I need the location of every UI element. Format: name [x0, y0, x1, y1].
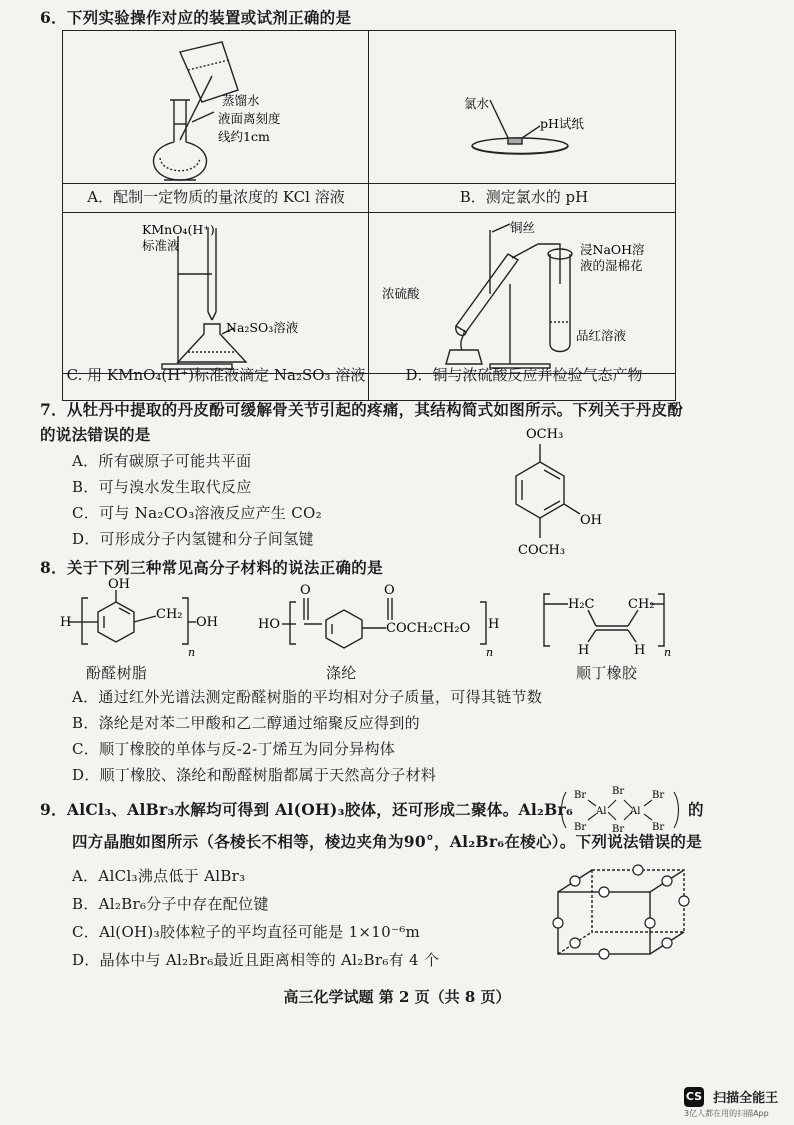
- rubber-n: n: [664, 646, 672, 659]
- q9-stem: 9．AlCl₃、AlBr₃水解均可得到 Al(OH)₃胶体，还可形成二聚体。Al₂Br₆: [40, 800, 574, 819]
- paeonol-structure: [500, 420, 660, 570]
- phenol-oh-label: OH: [108, 577, 130, 592]
- dimer-br-1: Br: [574, 790, 587, 801]
- pet-h-label: H: [488, 617, 500, 632]
- q9-option-c: C．Al(OH)₃胶体粒子的平均直径可能是 1×10⁻⁶m: [72, 923, 421, 941]
- q7-option-b: B．可与溴水发生取代反应: [72, 478, 252, 496]
- scanner-tagline: 3亿人都在用的扫描App: [684, 1109, 769, 1118]
- tetragonal-unit-cell: [548, 862, 698, 962]
- paeonol-coch3: COCH₃: [518, 543, 566, 558]
- label-naoh-cotton: 浸NaOH溶: [580, 242, 645, 257]
- phenol-oh-end: OH: [196, 615, 218, 630]
- q9-stem-tail: 的: [688, 800, 704, 819]
- dimer-br-6: Br: [652, 822, 665, 833]
- q8-name-rubber: 顺丁橡胶: [576, 664, 638, 682]
- dimer-br-5: Br: [652, 790, 665, 801]
- label-kmno4: KMnO₄(H⁺): [142, 222, 215, 237]
- label-na2so3: Na₂SO₃溶液: [226, 320, 299, 335]
- label-copper-wire: 铜丝: [510, 220, 536, 235]
- q8-option-b: B．涤纶是对苯二甲酸和乙二醇通过缩聚反应得到的: [72, 714, 420, 732]
- pet-ho-label: HO: [258, 617, 280, 632]
- dimer-br-3: Br: [612, 786, 625, 797]
- q6-stem: 6．下列实验操作对应的装置或试剂正确的是: [40, 8, 352, 27]
- q8-stem: 8．关于下列三种常见高分子材料的说法正确的是: [40, 558, 383, 577]
- phenol-h-label: H: [60, 615, 72, 630]
- paeonol-oh: OH: [580, 513, 602, 528]
- q7-option-c: C．可与 Na₂CO₃溶液反应产生 CO₂: [72, 504, 322, 522]
- q9-option-d: D．晶体中与 Al₂Br₆最近且距离相等的 Al₂Br₆有 4 个: [72, 951, 440, 969]
- q9-option-a: A．AlCl₃沸点低于 AlBr₃: [72, 867, 246, 885]
- q9-option-b: B．Al₂Br₆分子中存在配位键: [72, 895, 269, 913]
- q8-option-a: A．通过红外光谱法测定酚醛树脂的平均相对分子质量，可得其链节数: [72, 688, 543, 706]
- page-footer: 高三化学试题 第 2 页（共 8 页）: [283, 988, 511, 1006]
- label-standard-solution: 标准液: [142, 238, 180, 253]
- q6-caption-b: B．测定氯水的 pH: [459, 188, 589, 206]
- dimer-br-4: Br: [612, 824, 625, 835]
- titration-diagram: [62, 214, 370, 374]
- dimer-al-2: Al: [630, 806, 641, 817]
- rubber-h-label-1: H: [578, 643, 590, 658]
- label-chlorine-water: 氯水: [464, 96, 490, 111]
- q6-caption-c: C. 用 KMnO₄(H⁺)标准液滴定 Na₂SO₃ 溶液: [66, 366, 366, 384]
- q8-name-phenolic: 酚醛树脂: [86, 664, 148, 682]
- paeonol-och3: OCH₃: [526, 427, 564, 442]
- label-liquid-level: 液面离刻度: [218, 111, 281, 126]
- q6-caption-a: A．配制一定物质的量浓度的 KCl 溶液: [87, 188, 345, 206]
- label-naoh-cotton-2: 液的湿棉花: [580, 258, 643, 273]
- ph-paper-diagram: [370, 30, 678, 185]
- q7-option-a: A．所有碳原子可能共平面: [72, 452, 252, 470]
- scanner-watermark: [684, 1086, 778, 1107]
- scanner-name: 扫描全能王: [713, 1091, 779, 1106]
- q9-stem-line2: 四方晶胞如图所示（各棱长不相等，棱边夹角为90°，Al₂Br₆在棱心）。下列说法错误的是: [72, 832, 703, 851]
- phenol-n: n: [188, 646, 196, 659]
- volumetric-flask-diagram: [62, 30, 370, 185]
- rubber-ch2-label: CH₂: [628, 597, 655, 612]
- label-magenta-solution: 品红溶液: [576, 328, 627, 343]
- phenol-ch2-label: CH₂: [156, 607, 183, 622]
- label-ph-paper: pH试纸: [540, 116, 584, 131]
- rubber-h-label-2: H: [634, 643, 646, 658]
- label-conc-sulfuric: 浓硫酸: [382, 286, 420, 301]
- q8-option-c: C．顺丁橡胶的单体与反-2-丁烯互为同分异构体: [72, 740, 396, 758]
- q8-name-pet: 涤纶: [326, 664, 357, 682]
- label-distilled-water: 蒸馏水: [222, 93, 260, 108]
- q7-option-d: D．可形成分子内氢键和分子间氢键: [72, 530, 314, 548]
- pet-tail-label: COCH₂CH₂O: [386, 621, 471, 636]
- pet-n: n: [486, 646, 494, 659]
- label-about-1cm: 线约1cm: [218, 129, 270, 144]
- rubber-h2c-label: H₂C: [568, 597, 595, 612]
- q8-option-d: D．顺丁橡胶、涤纶和酚醛树脂都属于天然高分子材料: [72, 766, 437, 784]
- q6-caption-d: D．铜与浓硫酸反应并检验气态产物: [405, 366, 643, 384]
- q7-stem: 7．从牡丹中提取的丹皮酚可缓解骨关节引起的疼痛，其结构简式如图所示。下列关于丹皮酚: [40, 400, 684, 419]
- pet-o-label-2: O: [384, 583, 395, 598]
- pet-o-label-1: O: [300, 583, 311, 598]
- dimer-al-1: Al: [596, 806, 607, 817]
- scanner-logo-icon: CS: [684, 1087, 704, 1107]
- copper-sulfuric-diagram: [370, 214, 678, 374]
- q7-stem-line2: 的说法错误的是: [40, 425, 151, 444]
- dimer-br-2: Br: [574, 822, 587, 833]
